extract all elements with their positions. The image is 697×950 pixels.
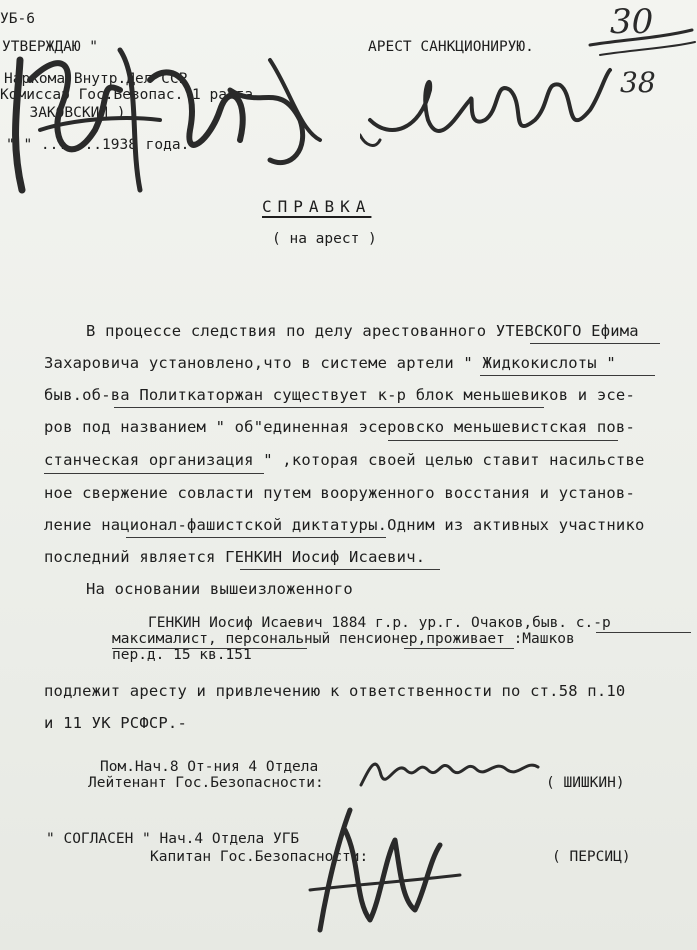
document-title: СПРАВКА (262, 197, 372, 216)
person-line-1: ГЕНКИН Иосиф Исаевич 1884 г.р. ур.г. Очаков,быв. с.-р (148, 615, 611, 631)
person-line-2: максималист, персональный пенсионер,проживает :Машков (112, 631, 575, 647)
body-line-3: быв.об-ва Политкаторжан существует к-р блок меньшевиков и эсе- (44, 386, 635, 404)
agree-label: " СОГЛАСЕН " Нач.4 Отдела УГБ (46, 831, 300, 847)
first-signer-position: Пом.Нач.8 От-ния 4 Отдела (100, 759, 319, 775)
approve-rank: Комиссар Гос.Безопас. 1 ранга (0, 87, 254, 103)
approve-date: " " .......1938 года. (6, 137, 190, 153)
basis-line: На основании вышеизложенного (86, 580, 353, 598)
corner-code: УБ-6 (0, 11, 35, 27)
second-signer-name: ( ПЕРСИЦ) (552, 849, 631, 865)
underline-mark (404, 648, 514, 649)
conclusion-line-2: и 11 УК РСФСР.- (44, 714, 187, 732)
first-signer-rank: Лейтенант Гос.Безопасности: (88, 775, 324, 791)
body-line-6: ное свержение совласти путем вооруженного восстания и установ- (44, 484, 635, 502)
second-signer-signature (290, 790, 470, 940)
body-line-4: ров под названием " об"единенная эсеровско меньшевистская пов- (44, 418, 635, 436)
approver-signature (0, 20, 330, 210)
underline-mark (112, 648, 307, 649)
underline-mark (596, 632, 691, 633)
approve-name: ( ЗАКОВСКИЙ ) (12, 105, 126, 121)
document-subtitle: ( на арест ) (272, 231, 377, 247)
person-line-3: пер.д. 15 кв.151 (112, 647, 252, 663)
underline-mark (44, 473, 264, 474)
body-line-5: станческая организация " ,которая своей целью ставит насильстве (44, 451, 645, 469)
body-line-7: ление национал-фашистской диктатуры.Одним из активных участнико (44, 516, 645, 534)
body-line-8: последний является ГЕНКИН Иосиф Исаевич. (44, 548, 426, 566)
approve-label: УТВЕРЖДАЮ " (2, 39, 99, 55)
first-signer-name: ( ШИШКИН) (546, 775, 625, 791)
body-line-2: Захаровича установлено,что в системе артели " Жидкокислоты " (44, 354, 616, 372)
underline-mark (530, 343, 660, 344)
second-signer-rank: Капитан Гос.Безопасности: (150, 849, 369, 865)
corner-strike-mark (580, 0, 697, 60)
underline-mark (480, 375, 655, 376)
first-signer-signature (356, 745, 556, 795)
handwritten-number: 30 (610, 2, 654, 42)
underline-mark (126, 537, 386, 538)
sanction-signature (360, 50, 630, 160)
handwritten-year: 38 (620, 66, 656, 99)
sanction-label: АРЕСТ САНКЦИОНИРУЮ. (368, 39, 534, 55)
underline-mark (240, 569, 440, 570)
approve-position: Наркома Внутр.Дел ССР (4, 71, 188, 87)
conclusion-line-1: подлежит аресту и привлечению к ответственности по ст.58 п.10 (44, 682, 626, 700)
underline-mark (114, 407, 544, 408)
underline-mark (388, 440, 618, 441)
body-line-1: В процессе следствия по делу арестованного УТЕВСКОГО Ефима (86, 322, 639, 340)
